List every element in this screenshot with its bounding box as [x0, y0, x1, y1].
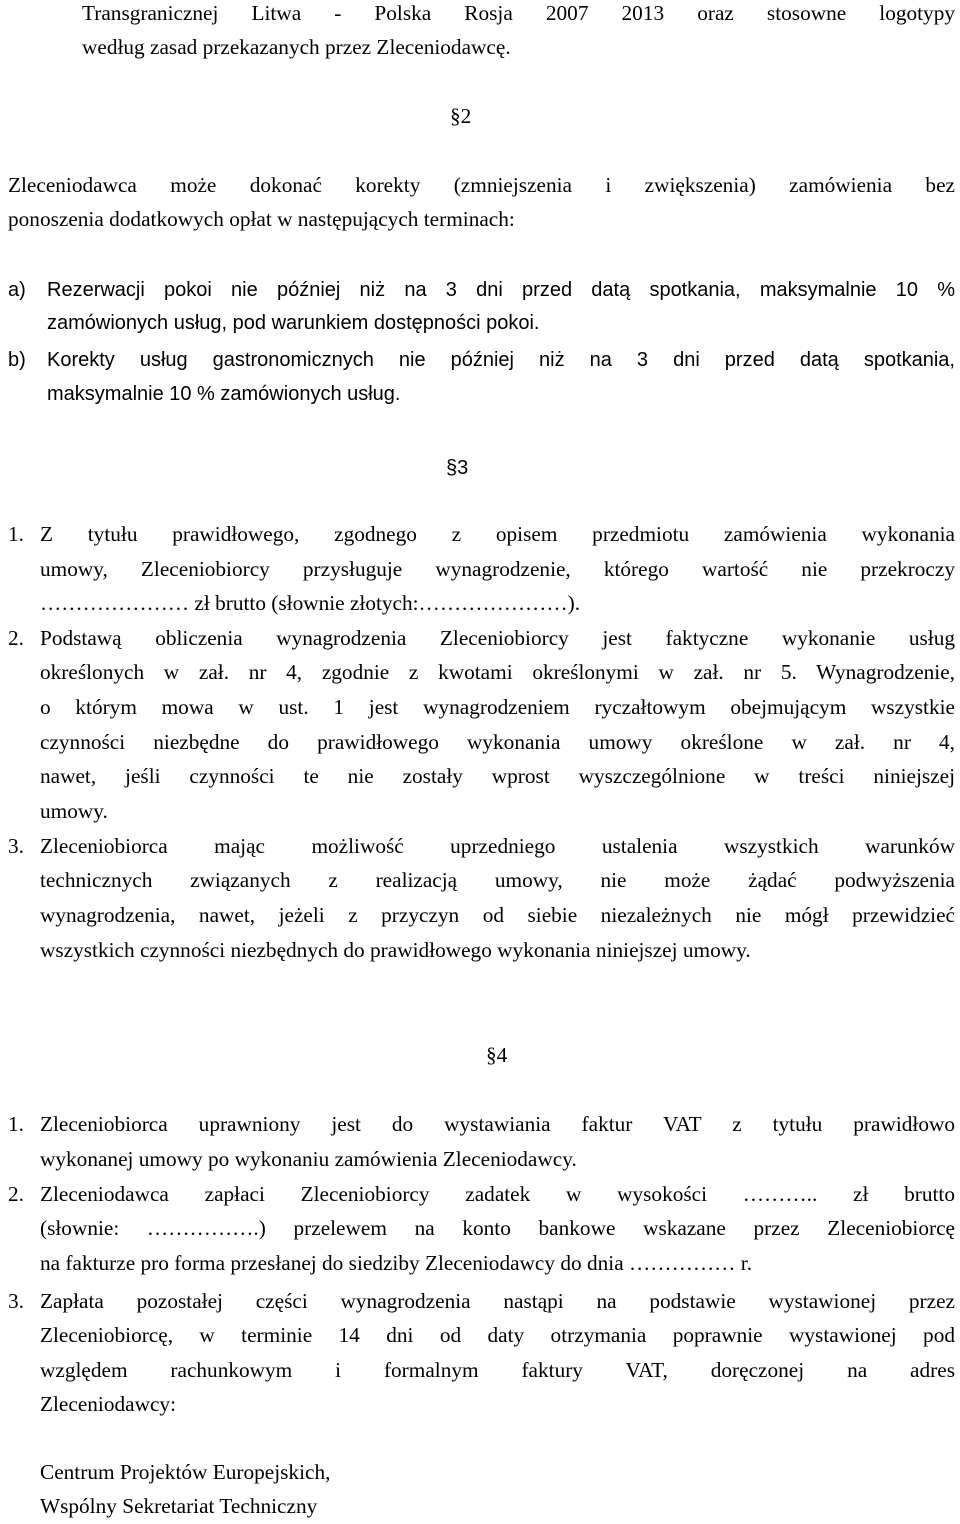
s4-item-2-line-3: na fakturze pro forma przesłanej do siedziby Zleceniodawcy do dnia …………… r. — [40, 1251, 753, 1275]
s4-item-2-line-2: (słownie: …………….) przelewem na konto bankowe wskazane przez Zleceniobiorcę — [40, 1216, 955, 1240]
s3-item-2-line-5: nawet, jeśli czynności te nie zostały wprost wyszczególnione w treści niniejszej — [40, 764, 955, 788]
intro-line-2: według zasad przekazanych przez Zleceniodawcę. — [82, 35, 511, 59]
s4-item-3-line-4: Zleceniodawcy: — [40, 1392, 176, 1416]
s4-item-1-marker: 1. — [8, 1112, 24, 1136]
s3-item-1-marker: 1. — [8, 522, 24, 546]
s2-item-b-line-1: Korekty usług gastronomicznych nie później niż na 3 dni przed datą spotkania, — [47, 349, 955, 371]
s3-item-2-line-3: o którym mowa w ust. 1 jest wynagrodzeniem ryczałtowym obejmującym wszystkie — [40, 695, 955, 719]
s3-item-1-line-1: Z tytułu prawidłowego, zgodnego z opisem przedmiotu zamówienia wykonania — [40, 522, 955, 546]
s4-item-2-marker: 2. — [8, 1182, 24, 1206]
s4-item-3-marker: 3. — [8, 1289, 24, 1313]
s3-item-3-marker: 3. — [8, 834, 24, 858]
s2-paragraph-line-1: Zleceniodawca może dokonać korekty (zmniejszenia i zwiększenia) zamówienia bez — [8, 173, 955, 197]
s2-item-b-marker: b) — [8, 349, 26, 371]
s2-item-a-marker: a) — [8, 279, 26, 301]
s3-item-2-line-4: czynności niezbędne do prawidłowego wykonania umowy określone w zał. nr 4, — [40, 730, 955, 754]
s3-item-2-marker: 2. — [8, 626, 24, 650]
s2-item-b-line-2: maksymalnie 10 % zamówionych usług. — [47, 383, 401, 405]
s3-item-2-line-2: określonych w zał. nr 4, zgodnie z kwotami określonymi w zał. nr 5. Wynagrodzenie, — [40, 660, 955, 684]
section-heading-4: §4 — [486, 1043, 508, 1067]
intro-line-1: Transgranicznej Litwa - Polska Rosja 2007 2013 oraz stosowne logotypy — [82, 1, 955, 25]
s2-paragraph-line-2: ponoszenia dodatkowych opłat w następujących terminach: — [8, 207, 515, 231]
s3-item-2-line-6: umowy. — [40, 799, 108, 823]
s3-item-3-line-1: Zleceniobiorca mając możliwość uprzedniego ustalenia wszystkich warunków — [40, 834, 955, 858]
s3-item-2-line-1: Podstawą obliczenia wynagrodzenia Zleceniobiorcy jest faktyczne wykonanie usług — [40, 626, 955, 650]
s4-item-2-line-1: Zleceniodawca zapłaci Zleceniobiorcy zadatek w wysokości ……….. zł brutto — [40, 1182, 955, 1206]
section-heading-3: §3 — [446, 457, 469, 479]
section-heading-2: §2 — [450, 104, 472, 128]
s3-item-3-line-4: wszystkich czynności niezbędnych do prawidłowego wykonania niniejszej umowy. — [40, 938, 751, 962]
s2-item-a-line-1: Rezerwacji pokoi nie później niż na 3 dni przed datą spotkania, maksymalnie 10 % — [47, 279, 955, 301]
s3-item-3-line-2: technicznych związanych z realizacją umowy, nie może żądać podwyższenia — [40, 868, 955, 892]
s4-item-1-line-1: Zleceniobiorca uprawniony jest do wystawiania faktur VAT z tytułu prawidłowo — [40, 1112, 955, 1136]
s4-item-3-line-1: Zapłata pozostałej części wynagrodzenia nastąpi na podstawie wystawionej przez — [40, 1289, 955, 1313]
s2-item-a-line-2: zamówionych usług, pod warunkiem dostępności pokoi. — [47, 312, 540, 334]
address-line-2: Wspólny Sekretariat Techniczny — [40, 1494, 318, 1518]
address-line-1: Centrum Projektów Europejskich, — [40, 1460, 331, 1484]
s4-item-3-line-3: względem rachunkowym i formalnym faktury VAT, doręczonej na adres — [40, 1358, 955, 1382]
s4-item-3-line-2: Zleceniobiorcę, w terminie 14 dni od daty otrzymania poprawnie wystawionej pod — [40, 1323, 955, 1347]
s3-item-1-line-2: umowy, Zleceniobiorcy przysługuje wynagrodzenie, którego wartość nie przekroczy — [40, 557, 955, 581]
s3-item-1-line-3: ………………… zł brutto (słownie złotych:…………………). — [40, 591, 581, 615]
s3-item-3-line-3: wynagrodzenia, nawet, jeżeli z przyczyn od siebie niezależnych nie mógł przewidzieć — [40, 903, 955, 927]
s4-item-1-line-2: wykonanej umowy po wykonaniu zamówienia Zleceniodawcy. — [40, 1147, 577, 1171]
